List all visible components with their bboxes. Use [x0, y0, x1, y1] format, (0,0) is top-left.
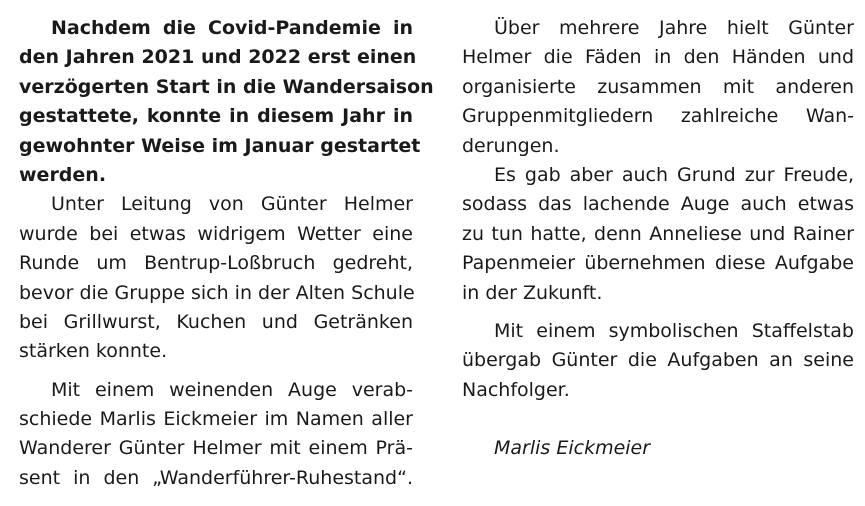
left-column — [19, 14, 434, 493]
intro-line: Nachdem die Covid-Pandemie in — [51, 17, 413, 39]
paragraph-line: Über mehrere Jahre hielt Günter — [494, 17, 854, 39]
paragraph-line: derungen. — [462, 134, 560, 157]
paragraph-line: stärken konnte. — [19, 340, 168, 363]
paragraph-line: Mit einem symbolischen Staffelstab — [494, 319, 854, 342]
intro-line: gestattete, konnte in diesem Jahr in — [19, 105, 413, 128]
right-column — [462, 14, 854, 463]
paragraph-line: Papenmeier übernehmen diese Aufgabe — [462, 252, 854, 275]
paragraph-line: Unter Leitung von Günter Helmer — [51, 193, 413, 216]
paragraph-line: in der Zukunft. — [462, 281, 603, 304]
paragraph-line: Wanderer Günter Helmer mit einem Prä- — [19, 437, 413, 460]
paragraph-line: zu tun hatte, denn Anneliese und Rainer — [462, 222, 854, 245]
paragraph-line: bei Grillwurst, Kuchen und Getränken — [19, 310, 413, 333]
signature-gap — [462, 405, 854, 434]
paragraph-4 — [462, 161, 854, 308]
paragraph-line: Helmer die Fäden in den Händen und — [462, 46, 854, 69]
paragraph-gap — [19, 367, 413, 376]
paragraph-gap — [462, 308, 854, 317]
paragraph-1 — [19, 190, 413, 366]
intro-line: werden. — [19, 163, 107, 186]
paragraph-2 — [19, 376, 413, 494]
intro-line: gewohnter Weise im Januar gestartet — [19, 134, 421, 157]
paragraph-line: schiede Marlis Eickmeier im Namen aller — [19, 408, 413, 431]
paragraph-line: Gruppenmitgliedern zahlreiche Wan- — [462, 105, 854, 128]
paragraph-3 — [462, 14, 854, 161]
paragraph-line: übergab Günter die Aufgaben an seine — [462, 349, 854, 372]
paragraph-line: Runde um Bentrup-Loßbruch gedreht, — [19, 252, 413, 275]
paragraph-line: bevor die Gruppe sich in der Alten Schule — [19, 281, 415, 304]
intro-line: verzögerten Start in die Wandersaison — [19, 75, 434, 98]
paragraph-line: Nachfolger. — [462, 378, 570, 401]
paragraph-line: Es gab aber auch Grund zur Freude, — [494, 163, 854, 186]
paragraph-line: organisierte zusammen mit anderen — [462, 75, 854, 98]
paragraph-line: wurde bei etwas widrigem Wetter eine — [19, 222, 413, 245]
paragraph-line: Mit einem weinenden Auge verab- — [51, 378, 413, 401]
intro-paragraph — [19, 14, 434, 190]
intro-line: den Jahren 2021 und 2022 erst einen — [19, 46, 417, 69]
paragraph-5 — [462, 317, 854, 405]
author-signature: Marlis Eickmeier — [494, 437, 651, 460]
paragraph-line: sodass das lachende Auge auch etwas — [462, 193, 854, 216]
paragraph-line: sent in den „Wanderführer-Ruhestand“. — [19, 466, 413, 489]
